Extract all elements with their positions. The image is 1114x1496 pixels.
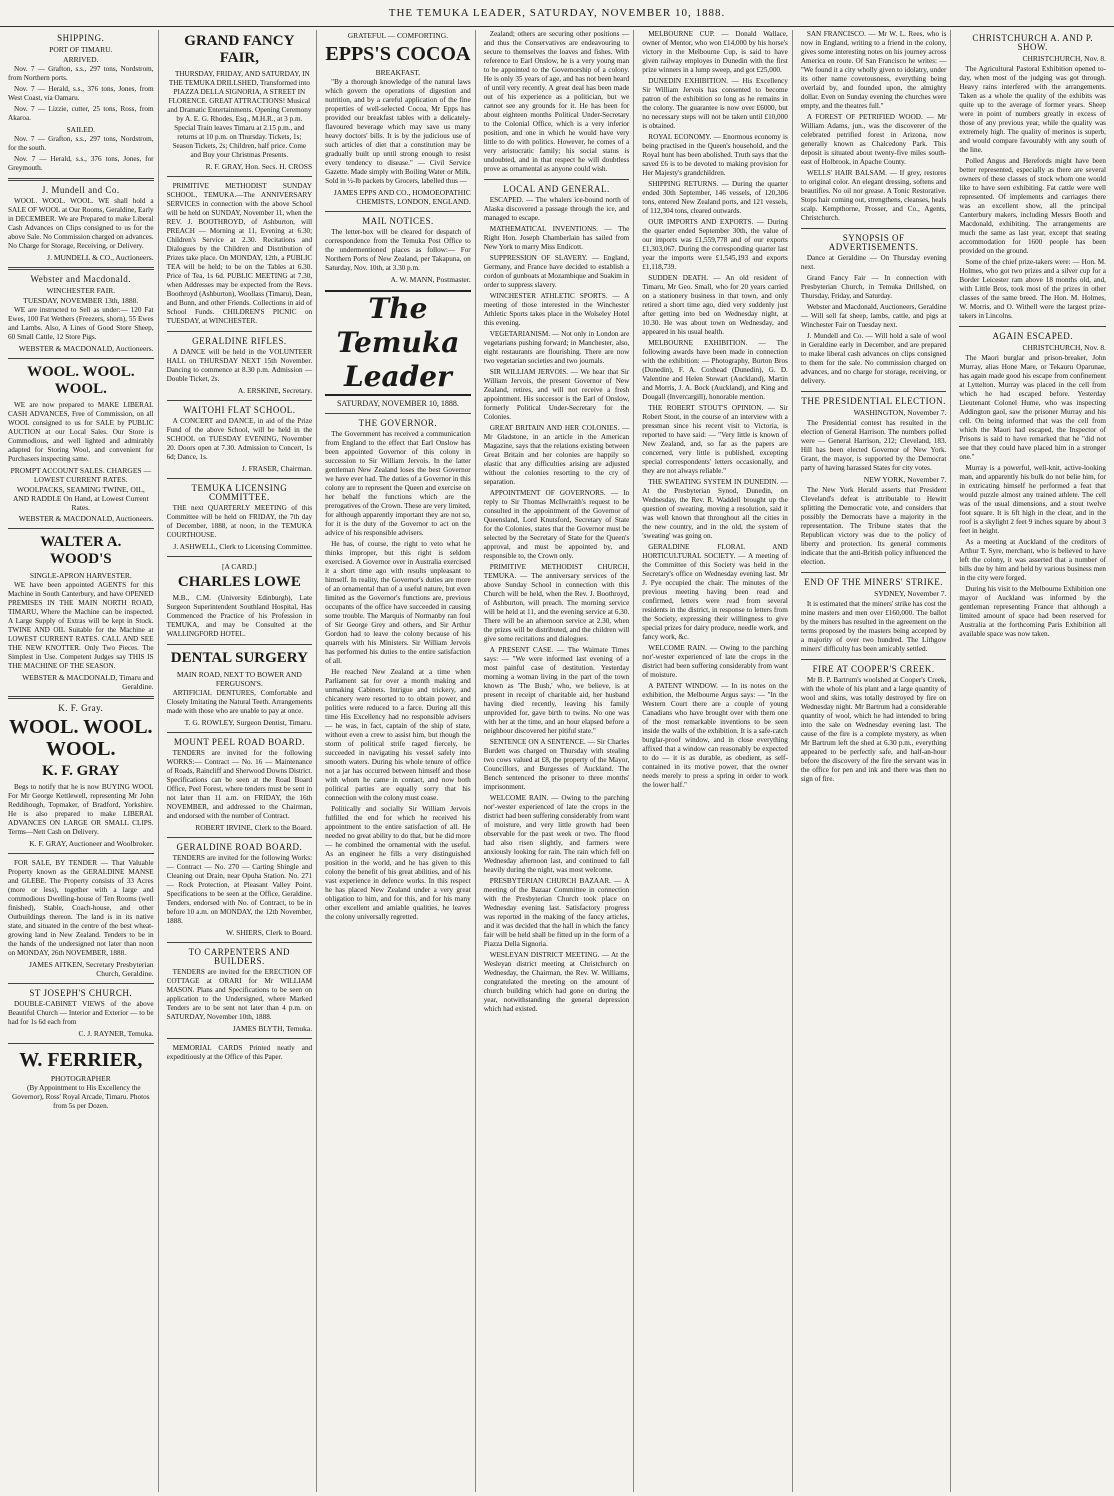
tender-signature: JAMES AITKEN, Secretary Presbyterian Church, Geraldine. (29, 960, 154, 978)
divider (167, 176, 313, 177)
epps-ad: "By a thorough knowledge of the natural laws which govern the operations of digestion and nutrition, and by a careful application of the fine properties of well-selected Cocoa, Mr Epps has provided our breakfast tables with a delicately-flavoured beverage which may save us many heavy doctors' bills. It is by the judicious use of such articles of diet that a constitution may be gradually built up until strong enough to resist every tendency to disease." — Civil Service Gazette. Made simply with Boiling Water or Milk. Sold in ½-lb packets by Grocers, labelled thus — (325, 78, 471, 185)
wood-ad: WE have been appointed AGENTS for this Machine in South Canterbury, and have OPENED PREMISES IN THE MAIN NORTH ROAD, TIMARU, Where the Machine can be inspected. A Large Supply of Extras will be kept in Stock. TWINE AND OIL Suitable for the Machine at LOWEST CURRENT RATES. CALL AND SEE THE NEW KNOTTER. Only Two Pieces. The Simplest in Use. Competent Judges say THIS IS THE MACHINE OF THE SEASON. (8, 581, 154, 670)
dental-signature: T. G. ROWLEY, Surgeon Dentist, Timaru. (184, 718, 313, 727)
peel-ad: TENDERS are invited for the following WORKS:— Contract — No. 16 — Maintenance of Roads, Raincliff and Sherwood Downs District. Specifications can be seen at the Road Board Office, Peel Forest, where tenders must be sent in not later than 11 a.m. on FRIDAY, the 16th NOVEMBER, and addressed to the Chairman, and endorsed with the number of Contract. (166, 749, 313, 820)
page-columns (4, 30, 1110, 1492)
divider (167, 837, 313, 838)
fire-text: Mr B. P. Bartrum's woolshed at Cooper's Creek, with the whole of his plant and a large quantity of wool and skins, was totally destroyed by fire on Wednesday night. Mr Bartrum had a considerable quantity of wool, which he had intended to bring into the sale on Wednesday evening last. The cause of the fire is a complete mystery, as when Mr Bartrum left the shed at 6.30 p.m., everything appeared to be perfectly safe, and half-an-hour before the discovery of the fire the servant was in the office for pen and ink and there was then no sign of fire. (800, 676, 947, 783)
governor-text-1: The Government has received a communication from England to the effect that Earl Onslow has been appointed Governor of this colony in succession to Sir William Jervois. In the latter gentleman New Zealand loses the best Governor we have ever had. The duties of a Governor in this colony are to represent the Queen and exercise on her behalf the functions which are the prerogatives of the Crown. These are very limited, for although apparently important they are not so, for it is the duty of the Governor to act on the advice of his responsible advisers. (325, 430, 471, 537)
divider (8, 528, 154, 529)
divider (167, 1038, 313, 1039)
masthead (0, 0, 1114, 27)
divider (167, 400, 313, 401)
fair-signature: R. F. GRAY, Hon. Secs. H. CROSS (205, 162, 313, 171)
divider (8, 696, 154, 699)
geraldine-board-heading: GERALDINE ROAD BOARD. (176, 842, 303, 852)
ferrier-heading: W. FERRIER, (19, 1049, 143, 1071)
show-text: Some of the chief prize-takers were: — Hon. M. Holmes, who got two prizes and a silver cup for a Border Leicester ram above 18 months old, and, with Little Bros, took most of the prizes in other classes of the same breed. The Hon. M. Holmes, W. Morris, and O. Withell were the largest prize-takers in Lincolns. (959, 258, 1106, 320)
governor-text-4: Politically and socially Sir William Jervois fulfilled the end for which he received his appointment to the entire satisfaction of all. He needed no great ability to do that, but he did more — he combined the ornamental with the useful. As an engineer he fills a very distinguished position in the world, and he has given to this colony the benefit of his great abilities, and of his vast experience in defence works. In this respect he has placed New Zealand under a very great obligation to him, and for this, and for his many other excellent and amiable qualities, he leaves the colony universally regretted. (325, 805, 471, 921)
news-item: SAN FRANCISCO. — Mr W. L. Rees, who is now in England, writing to a friend in the colony, gives some interesting notes on his journey across America en route. Of San Francisco he writes: — "We found it a city wholly given to idolatry, under its other name covetousness, everything being overlaid by, and founded upon, the almighty dollar. Even on Sunday evening the churches were empty, and the theatres full." (800, 30, 947, 110)
escaped-dateline: CHRISTCHURCH, Nov. 8. (1022, 343, 1106, 352)
show-text: Polled Angus and Herefords might have been better represented, especially as there are several owners of these classes of stock whom one would like to have seen exhibiting. Fat cattle were well represented. Of implements and carriages there was an excellent show, all the principal Canterbury makers, including Messrs Booth and Macdonald, exhibiting. The arrangements are much the same as last year, except that seating accommodation for 1600 people has been provided on the ground. (959, 157, 1106, 255)
fair-ad: THURSDAY, FRIDAY, AND SATURDAY, IN THE TEMUKA DRILLSHED, Transformed into PIAZZA DELLA SIGNORIA, A STREET IN FLORENCE. GREAT ATTRACTIONS! Musical and Dramatic Entertainments. Opening Ceremony by A. E. G. Rhodes, Esq., M.H.R., at 3 p.m. Special Train leaves Timaru at 2.15 p.m., and returns at 10 p.m. on Thursday. Tickets, 1s; Season Tickets, 2s; Children, half price. Come and Buy your Christmas Presents. (167, 70, 312, 159)
column-1 (4, 30, 159, 1492)
local-item: SUPPRESSION OF SLAVERY. — England, Germany, and France have decided to establish a cordon of gunboats at Mozambique and Suakim in order to suppress slavery. (483, 254, 630, 289)
wool-signature: WEBSTER & MACDONALD, Auctioneers. (18, 514, 154, 523)
column-4 (480, 30, 635, 1492)
escaped-text: The Maori burglar and prison-breaker, John Murray, alias Hone Mare, or Tekauru Oparunae, has again made good his escape from confinement at Lyttelton. Murray was placed in the cell from which he had escaped before. Yesterday Lieutenant Colonel Hume, who was inspecting Addington gaol, saw the prisoner Murray and his cell. On being informed that was the cell from which the Maori had escaped, the Inspector of Prisons is said to have remarked that he "did not see that they could have placed him in a stronger one." (959, 354, 1106, 461)
divider (801, 572, 947, 573)
local-item: VEGETARIANISM. — Not only in London are vegetarians pushing forward; in Manchester, also, eight restaurants are flourishing. There are now two vegetarian societies and two journals. (483, 330, 630, 365)
presidential-dateline-1: WASHINGTON, November 7. (853, 408, 947, 417)
sailed-heading: SAILED. (66, 125, 96, 134)
miners-heading: END OF THE MINERS' STRIKE. (804, 577, 943, 587)
divider (8, 983, 154, 984)
tender-ad: FOR SALE, BY TENDER — That Valuable Property known as the GERALDINE MANSE and GLEBE. The Property consists of 33 Acres (more or less), together with a large and commodious Dwelling-house of Ten Rooms (well finished), Stable, Coach-house, and other Outbuildings thereon. The land is in its native state, and situated in the centre of the best wheat-growing land in New Zealand. Tenders to be in the hands of the undersigned not later than noon on MONDAY, 26th NOVEMBER, 1888. (8, 859, 154, 957)
epps-subheading: BREAKFAST. (375, 68, 421, 77)
show-text: The Agricultural Pastoral Exhibition opened to-day, when most of the judging was got through. Heavy rains interfered with the arrangements. Taken as a whole the quality of the exhibits was quite up to the average of former years. Sheep were in point of numbers greatly in excess of those of any previous year, while the quality was extremely high. The quality of merinos is superb, and would compare favourably with any south of the line. (959, 65, 1106, 154)
column-6 (797, 30, 952, 1492)
lowe-ad: M.B., C.M. (University Edinburgh), Late Surgeon Superintendent Southland Hospital, Has Commenced the Practice of his Profession in TEMUKA, and may be Consulted at the WALLINGFORD HOTEL. (166, 594, 313, 638)
divider (167, 644, 313, 645)
news-item: MELBOURNE CUP. — Donald Wallace, owner of Mentor, who won £14,000 by his horse's victory in the Melbourne Cup, is said to have given railway employes in Dunedin with the first prize winners in a lump sweep, and got £25,000. (642, 30, 788, 74)
mail-signature: A. W. MANN, Postmaster. (390, 275, 471, 284)
local-item: SENTENCE ON A SENTENCE. — Sir Charles Burdett was charged on Thursday with stealing two cows valued at £8, the property of the Mayor, Councillors, and Burgesses of Auckland. The Bench sentenced the prisoner to three months' imprisonment. (483, 738, 630, 791)
local-item: APPOINTMENT OF GOVERNORS. — In reply to Sir Thomas McIlwraith's request to be consulted in the appointment of the Governor of Queensland, Lord Knutsford, Secretary of State for the Colonies, states that the Governor must be selected by the Secretary of State for the Queen's approval, and must be appointed by, and responsible to, the Crown only. (483, 489, 630, 560)
arrival-3: Nov. 7 — Lizzie, cutter, 25 tons, Ross, from Akaroa. (8, 105, 154, 122)
local-general-heading: LOCAL AND GENERAL. (503, 184, 610, 194)
news-item: WELLS' HAIR BALSAM. — If grey, restores to original color. An elegant dressing, softens and beautifies. No oil nor grease. A Tonic Restorative. Stops hair coming out, strengthens, cleanses, heals scalp. Kempthorne, Prosser, and Co., Agents, Christchurch. (800, 169, 947, 222)
geraldine-board-signature: W. SHIERS, Clerk to Board. (225, 928, 313, 937)
escaped-text: As a meeting at Auckland of the creditors of Arthur T. Syre, merchant, who is believed to have left the colony, it was asserted that a number of bills due by him and held by various business men in the city were forged. (959, 538, 1106, 582)
local-item: SIR WILLIAM JERVOIS. — We hear that Sir William Jervois, the present Governor of New Zealand, retires, and will not receive a fresh appointment. His successor is the Earl of Onslow, formerly Political Under-Secretary for the Colonies. (483, 368, 630, 421)
local-item: ESCAPED. — The whalers ice-bound north of Alaska discovered a passage through the ice, and managed to escape. (483, 196, 630, 222)
news-item: SHIPPING RETURNS. — During the quarter ended 30th September, 146 vessels, of 120,306 tons, entered New Zealand ports, and 121 vessels, of 112,304 tons, cleared outwards. (642, 180, 788, 215)
epps-tagline: GRATEFUL — COMFORTING. (347, 31, 449, 40)
carpenters-heading: TO CARPENTERS AND BUILDERS. (188, 947, 291, 966)
sailing-1: Nov. 7 — Grafton, s.s., 297 tons, Nordstrom, for the south. (8, 135, 154, 152)
news-item: GERALDINE FLORAL AND HORTICULTURAL SOCIETY. — A meeting of the Committee of this Society was held in the Secretary's office on Wednesday evening last. Mr J. Pye occupied the chair. The minutes of the previous meeting having been read and confirmed, letters were read from several residents in the district, in response to letters from the Society, expressing their willingness to give special prizes for dairy produce, needle work, and fancy work, &c. (642, 543, 788, 641)
methodist-ad: PRIMITIVE METHODIST SUNDAY SCHOOL, TEMUKA.—The ANNIVERSARY SERVICES in connection with the above School will be held on SUNDAY, November 11, when the REV. J. BOOTHROYD, of Ashburton, will PREACH — Morning at 11, Evening at 6.30; Children's Service at 2.30. Recitations and Dialogues by the Children and Distribution of Prizes take place. On MONDAY, 12th, a PUBLIC TEA will be held; to be on the Tables at 6.30. Price of Tea, 1s 6d. PUBLIC MEETING at 7.30, when Addresses may be expected from the Revs. Boothroyd (Ashburton), Woollass (Timaru), Dean, and Bunn, and other Friends. Collections in aid of School Funds. CHILDREN'S PICNIC on TUESDAY, at WINCHESTER. (166, 182, 313, 325)
news-item: A PATENT WINDOW. — In its notes on the exhibition, the Melbourne Argus says: — "In the Western Court there are a couple of young Canadians who have brought over with them one of the most remarkable inventions to be seen inside the walls of the exhibition. It is a safe-catch burglar-proof window, and in close everything affixed that a window can reasonably be expected to do — it is as durable, as obedient, as self-contained in its motive power, that the owner needs merely to press a spring in order to work the lower half." (642, 682, 788, 789)
column-3 (321, 30, 476, 1492)
presidential-text-2: The New York Herald asserts that President Cleveland's defeat is attributable to Hewitt splitting the Democratic vote, and considers that possibly the Democrats have a majority in the representation. The Tribune states that the Republican victory was due to the policy of liberty and protection. Its general comments indicate that the anti-British policy influenced the election. (800, 486, 947, 566)
joseph-ad: DOUBLE-CABINET VIEWS of the above Beautiful Church — Interior and Exterior — to be had for 1s 6d each from (8, 1000, 154, 1026)
escaped-text: Murray is a powerful, well-knit, active-looking man, and apparently his bulk do not belie him, for in extricating himself he performed a feat that would puzzle almost any trained athlete. The cell was of the usual dimensions, and a stout twelve foot square. It is 6ft high in the clear, and in the roof is a skylight 2 feet 9 inches square by about 3 feet in height. (959, 464, 1106, 535)
webster-heading: Webster and Macdonald. (30, 274, 132, 284)
divider (8, 267, 154, 270)
arrival-2: Nov. 7 — Herald, s.s., 376 tons, Jones, from West Coast, via Oamaru. (8, 85, 154, 102)
wood-signature: WEBSTER & MACDONALD, Timaru and Geraldine. (22, 673, 154, 691)
divider (8, 178, 154, 181)
joseph-heading: ST JOSEPH'S CHURCH. (29, 988, 133, 998)
synopsis-item: Dance at Geraldine — On Thursday evening next. (800, 254, 947, 271)
divider (959, 326, 1106, 327)
divider (167, 478, 313, 479)
mundell-signature: J. MUNDELL & CO., Auctioneers. (47, 253, 154, 262)
divider (167, 942, 313, 943)
epps-heading: EPPS'S COCOA (325, 43, 471, 65)
rifles-signature: A. ERSKINE, Secretary. (237, 386, 313, 395)
dental-heading: DENTAL SURGERY (170, 650, 308, 666)
local-item: GREAT BRITAIN AND HER COLONIES. — Mr Gladstone, in an article in the American Magazine, says that the relations existing between Great Britain and her colonies are happily so elastic that any difficulties arising are adjusted without the colonies resorting to the cry of separation. (483, 424, 630, 486)
escaped-text: During his visit to the Melbourne Exhibition one mayor of Auckland was informed by the gentleman representing France that although a limited amount of space had been reserved for Australia at the forthcoming Paris Exhibition all available space was now taken. (959, 585, 1106, 638)
news-item: ROYAL ECONOMY. — Enormous economy is being practised in the Queen's household, and the Royal hunt has been abolished. Truth says that the saved £6 is to be devoted to making provision for Her Majesty's grandchildren. (642, 133, 788, 177)
divider (801, 659, 947, 660)
synopsis-item: Webster and Macdonald, Auctioneers, Geraldine — Will sell fat sheep, lambs, cattle, and pigs at Winchester Fair on Tuesday next. (800, 303, 947, 329)
synopsis-heading: SYNOPSIS OF ADVERTISEMENTS. (828, 233, 919, 252)
miners-dateline: SYDNEY, November 7. (874, 589, 947, 598)
column-2 (163, 30, 318, 1492)
escaped-heading: AGAIN ESCAPED. (992, 331, 1073, 341)
divider (484, 179, 630, 180)
joseph-signature: C. J. RAYNER, Temuka. (78, 1029, 154, 1038)
waitohi-heading: WAITOHI FLAT SCHOOL. (183, 405, 296, 415)
governor-text-3: He reached New Zealand at a time when Parliament sat for over a month making and unmaking Cabinets. Intrigue and trickery, and chicanery were resorted to to obtain power, and politics were reduced to a farce. During all this time His Excellency had no responsible advisers — he was, in fact, captain of the ship of state, without even a crew to assist him, but though the storm of political strife raged fiercely, he succeeded in navigating his vessel safely into smooth waters. During his whole tenure of office not a jar has occurred between himself and those with whom he came in contact, and now both political parties are equally sorry that his connection with the colony must cease. (325, 668, 471, 802)
divider (801, 228, 947, 229)
lowe-heading: CHARLES LOWE (177, 574, 301, 590)
column-5 (638, 30, 793, 1492)
divider (8, 358, 154, 359)
rifles-ad: A DANCE will be held in the VOLUNTEER HALL on THURSDAY NEXT 15th November. Dancing to commence at 8.30 p.m. Admission — Double Ticket, 2s. (166, 348, 313, 383)
geraldine-board-ad: TENDERS are invited for the following Works:— Contract — No. 270 — Carting Shingle and Cleaning out Drain, near Opuha Station. No. 271 — Rock Protection, at Pleasant Valley Point. Specifications to be seen at the Office, Geraldine. Tenders, endorsed with No. of Contract, to be in before 10 a.m. on MONDAY, the 12th November, 1888. (166, 854, 313, 925)
sailing-2: Nov. 7 — Herald, s.s., 376 tons, Jones, for Greymouth. (8, 155, 154, 172)
fair-heading: GRAND FANCY FAIR, (184, 33, 295, 66)
governor-heading: THE GOVERNOR. (358, 418, 438, 428)
divider (8, 1043, 154, 1044)
show-dateline: CHRISTCHURCH, Nov. 8. (1022, 54, 1106, 63)
mail-notice: The letter-box will be cleared for despatch of correspondence from the Temuka Post Office to the undermentioned places as follow:— For Northern Ports of New Zealand, per Takapuna, on Saturday, Nov. 10th, at 3.30 p.m. (325, 228, 471, 272)
prompt-sales: PROMPT ACCOUNT SALES. CHARGES — LOWEST CURRENT RATES. (10, 466, 151, 484)
licensing-heading: TEMUKA LICENSING COMMITTEE. (191, 483, 288, 502)
synopsis-item: Grand Fancy Fair — In connection with Presbyterian Church, in Temuka Drillshed, on Thursday, Friday, and Saturday. (800, 274, 947, 300)
kfgray-ad: Begs to notify that he is now BUYING WOOL For Mr George Kettlewell, representing Mr John Reddihough, Topmaker, of Bradford, Yorkshire. He is also prepared to make LIBERAL ADVANCES ON LARGE OR SMALL CLIPS. Terms—Nett Cash on Delivery. (8, 783, 154, 836)
kfgray-signature: K. F. GRAY, Auctioneer and Woolbroker. (29, 839, 154, 848)
peel-heading: MOUNT PEEL ROAD BOARD. (173, 737, 305, 747)
mundell-ad: WOOL. WOOL. WOOL. WE shall hold a SALE OF WOOL at Our Rooms, Geraldine, Early in DECEMBER. We are Prepared to make Liberal Cash Advances on Clips consigned to us for the above Sale. No Commission charged on advances. No Charge for Storage, Receiving, or Delivery. (8, 197, 154, 250)
kfgray-heading: K. F. Gray. (58, 703, 104, 713)
shipping-heading: SHIPPING. (57, 33, 105, 43)
news-item: A FOREST OF PETRIFIED WOOD. — Mr William Adams, jun., was the discoverer of the celebrated petrified forest in Arizona, now generally known as Chalcedony Park. This deposit is situated about twenty-five miles south-east of Holbrook, in Apache County. (800, 113, 947, 166)
news-item: OUR IMPORTS AND EXPORTS. — During the quarter ended September 30th, the value of our imports was £1,559,778 and of our exports £1,303,067. During the corresponding quarter last year the imports were £1,545,193 and exports £1,118,739. (642, 218, 788, 271)
presidential-heading: THE PRESIDENTIAL ELECTION. (801, 396, 946, 406)
woolpacks: WOOLPACKS, SEAMING TWINE, OIL, AND RADDLE On Hand, at Lowest Current Rates. (12, 485, 149, 512)
governor-text-2: He has, of course, the right to veto what he thinks improper, but this right is seldom exercised. A Governor over in Australia exercised it a short time ago with results unpleasant to himself. In reality, the Governor's duties are more of an ornamental than of a useful nature, but even limited as the Governor's functions are, previous occupants of the office have succeeded in causing some trouble. The Marquis of Normanby ran foul of Sir George Grey and others, and Sir Arthur Gordon had to leave the colony because of his quarrels with his Ministers. Sir William Jervois has performed his duties to the entire satisfaction of all. (325, 540, 471, 665)
kfgray-name: K. F. GRAY (42, 763, 120, 779)
local-item: MATHEMATICAL INVENTIONS. — The Right Hon. Joseph Chamberlain has sailed from New York to marry Miss Endicott. (483, 225, 630, 251)
divider (8, 853, 154, 854)
arrival-1: Nov. 7 — Grafton, s.s., 297 tons, Nordstrom, from Northern ports. (8, 65, 154, 82)
peel-signature: ROBERT IRVINE, Clerk to the Board. (195, 823, 313, 832)
local-item: WESLEYAN DISTRICT MEETING. — At the Wesleyan district meeting at Christchurch on Wednesday, the Chairman, the Rev. W. Williams, congratulated the meeting on the amount of church building which had gone on during the year, notwithstanding the general depression which had existed. (483, 951, 630, 1013)
news-item: MELBOURNE EXHIBITION. — The following awards have been made in connection with the exhibition: — Photography, Burton Bros (Dunedin), F. A. Coxhead (Dunedin), G. D. Valentine and Helen Stewart (Auckland), Martin and Morris, J. A. Bock (Auckland), and King and Dougall (Invercargill), honorable mention. (642, 339, 788, 401)
local-item: PRESBYTERIAN CHURCH BAZAAR. — A meeting of the Bazaar Committee in connection with the Presbyterian Church took place on Wednesday evening last. Satisfactory progress was reported in the making of the fancy articles, and it was decided that the hall in which the fancy fair will be held shall be fitted up in the form of a Piazza Della Signoria. (483, 877, 630, 948)
webster-ad: WE are instructed to Sell as under:— 120 Fat Ewes, 100 Fat Wethers (Freezers, shorn), 55 Ewes and Lambs. Also, A Lines of Good Store Sheep, 60 Small Cattle, 12 Store Pigs. (8, 306, 154, 341)
newspaper-nameplate: The Temuka Leader (325, 290, 471, 396)
divider (801, 391, 947, 392)
divider (167, 732, 313, 733)
rifles-heading: GERALDINE RIFLES. (192, 336, 287, 346)
carpenters-signature: JAMES BLYTH, Temuka. (232, 1024, 313, 1033)
epps-signature: JAMES EPPS AND CO., HOMOEOPATHIC CHEMISTS, LONDON, ENGLAND. (333, 188, 471, 206)
wood-heading: WALTER A. WOOD'S (40, 534, 122, 567)
local-item: PRIMITIVE METHODIST CHURCH, TEMUKA. — The anniversary services of the above Sunday School in connection with this Church will be held, when the Rev. J. Boothroyd, of Ashburton, will preach. The morning service will be held at 11, and the evening service at 6.30. There will be an afternoon service at 2.30, when the prizes will be distributed, and the children will give some recitations and dialogues. (483, 563, 630, 643)
wool-ad: WE are now prepared to MAKE LIBERAL CASH ADVANCES, Free of Commission, on all WOOL consigned to us for SALE by PUBLIC AUCTION at our Local Sales. Our Store is Commodious, and well lighted and admirably adapted for Storing Wool, and convenient for Purchasers inspecting same. (8, 401, 154, 463)
fair-date: TUESDAY, NOVEMBER 13th, 1888. (23, 296, 139, 305)
wool-heading: WOOL. WOOL. WOOL. (26, 364, 135, 397)
news-item: DUNEDIN EXHIBITION. — His Excellency Sir William Jervois has consented to become patron of the exhibition so long as he remains in the colony. The guarantee is now over £6000, but no necessary steps will not be taken until £10,000 is obtained. (642, 77, 788, 130)
licensing-signature: J. ASHWELL, Clerk to Licensing Committee. (173, 542, 313, 551)
governor-continued: Zealand; others are securing other positions — and thus the Conservatives are endeavouring to secure to themselves the loaves and fishes. With reference to Earl Onslow, he is a very young man to be appointed to the Governorship of a colony. He is only 35 years of age, and has not been heard of until very recently. A great deal has been made out of his experience as a politician, but we cannot see any grounds for it. He has been for about eighteen months Political Under-Secretary to the Colonial Office, which is a very inferior position, and one in which he would have very little to do with politics. However, he comes of a very aristocratic family; his social status is undoubted, and in that respect he will doubtless prove as ornamental as anyone could wish. (483, 30, 630, 173)
wool2-heading: WOOL. WOOL. WOOL. (9, 716, 153, 760)
masthead-title: THE TEMUKA LEADER, SATURDAY, NOVEMBER 10, 1888. (388, 7, 726, 19)
news-item: SUDDEN DEATH. — An old resident of Timaru, Mr Geo. Small, who for 20 years carried on a stationery business in that town, and only retired a short time ago, died very suddenly just after getting into bed on Wednesday night, at 10.30. He was about town on Wednesday, and appeared in his usual health. (642, 274, 788, 336)
wood-subheading: SINGLE-APRON HARVESTER. (29, 571, 132, 580)
synopsis-item: J. Mundell and Co. — Will hold a sale of wool in Geraldine early in December, and are prepared to make liberal cash advances on clips consigned to them for the sale. No commission charged on advances, and no charge for storage, receiving, or delivery. (800, 332, 947, 385)
show-heading: CHRISTCHURCH A. AND P. SHOW. (972, 33, 1094, 52)
winchester-fair: WINCHESTER FAIR. (46, 286, 116, 295)
divider (167, 556, 313, 557)
waitohi-ad: A CONCERT and DANCE, in aid of the Prize Fund of the above School, will be held in the SCHOOL on TUESDAY EVENING, November 20. Doors open at 7.30. Admission to Concert, 1s 6d; Dance, 1s. (166, 417, 313, 461)
news-item: WELCOME RAIN. — Owing to the parching nor'-wester experienced of late the crops in the district had been suffering considerably from want of moisture. (642, 644, 788, 679)
divider (325, 413, 471, 414)
memorial-ad: MEMORIAL CARDS Printed neatly and expeditiously at the Office of this Paper. (166, 1044, 313, 1061)
local-item: WELCOME RAIN. — Owing to the parching nor'-wester experienced of late the crops in the district had been suffering considerably from want of moisture, and very little growth had been observable for the past week or two. The flood had also risen slightly, and farmers were anxiously looking for rain. The rain which fell on Wednesday afternoon last, and continued to fall heavily during the night, was most welcome. (483, 794, 630, 874)
fire-heading: FIRE AT COOPER'S CREEK. (812, 664, 935, 674)
licensing-ad: THE next QUARTERLY MEETING of this Committee will be held on FRIDAY, the 7th day of December, 1888, at noon, in the TEMUKA COURTHOUSE. (166, 504, 313, 539)
news-item: THE ROBERT STOUT'S OPINION. — Sir Robert Stout, in the course of an interview with a pressman since his recent visit to Victoria, is reported to have said: — "Very little is known of New Zealand, and, so far as the papers are concerned, very little is published, excepting special correspondents' letters occasionally, and they are not always reliable." (642, 404, 788, 475)
dental-subheading: MAIN ROAD, NEXT TO BOWER AND FERGUSON'S. (176, 670, 302, 688)
carpenters-ad: TENDERS are invited for the ERECTION OF COTTAGE at ORARI for Mr WILLIAM MASON. Plans and Specifications to be seen on application to the Undersigned, where Marked Tenders are to be sent not later than 4 p.m. on SATURDAY, November 10th, 1888. (166, 968, 313, 1021)
waitohi-signature: J. FRASER, Chairman. (241, 464, 313, 473)
dateline: SATURDAY, NOVEMBER 10, 1888. (337, 399, 459, 408)
divider (325, 211, 471, 212)
ferrier-ad: (By Appointment to His Excellency the Governor), Ross' Royal Arcade, Timaru. Photos from 5s per Dozen. (12, 1084, 150, 1110)
ferrier-subheading: PHOTOGRAPHER (50, 1074, 111, 1083)
webster-signature: WEBSTER & MACDONALD, Auctioneers. (18, 344, 154, 353)
local-item: A PRESENT CASE. — The Waimate Times says: — "We were informed last evening of a most painful case of destitution. Yesterday morning a woman living in the part of the town known as 'The Bush,' who, we believe, is at present in receipt of charitable aid, her husband having died recently, leaving his family unprovided for, gave birth to twins. No one was with her at the time, and an hour elapsed before a neighbour discovered her pitiful state." (483, 646, 630, 735)
arrived-heading: ARRIVED. (63, 55, 99, 64)
column-7 (955, 30, 1110, 1492)
miners-text: It is estimated that the miners' strike has cost the mine masters and men over £160,000. The ballot by the miners has resulted in the agreement on the terms proposed by the masters being accepted by a majority of over two hundred. The Lithgow miners' difficulty has been amicably settled. (800, 600, 947, 653)
port-heading: PORT OF TIMARU. (49, 45, 113, 54)
presidential-dateline-2: NEW YORK, November 7. (863, 475, 947, 484)
card-label: [A CARD.] (222, 562, 257, 571)
local-item: WINCHESTER ATHLETIC SPORTS. — A meeting of those interested in the Winchester Athletic Sports takes place in the Wolseley Hotel this evening. (483, 292, 630, 327)
mundell-heading: J. Mundell and Co. (41, 185, 120, 195)
dental-ad: ARTIFICIAL DENTURES, Comfortable and Closely Imitating the Natural Teeth. Arrangements made with those who are unable to pay at once. (166, 689, 313, 715)
divider (167, 331, 313, 332)
news-item: THE SWEATING SYSTEM IN DUNEDIN. — At the Presbyterian Synod, Dunedin, on Wednesday, the Rev. R. Waddell brought up the question of sweating, moving a resolution, said it was well known that throughout all the cities in the new country, and in the old, the system of 'sweating' was going on. (642, 478, 788, 540)
mail-heading: MAIL NOTICES. (362, 216, 434, 226)
presidential-text-1: The Presidential contest has resulted in the election of General Harrison. The numbers polled were — General Harrison, 212; Cleveland, 183. Hill has been elected Governor of New York. Grant, the mayor, is supported by the Democrat party of having harassed States for city votes. (800, 419, 947, 472)
